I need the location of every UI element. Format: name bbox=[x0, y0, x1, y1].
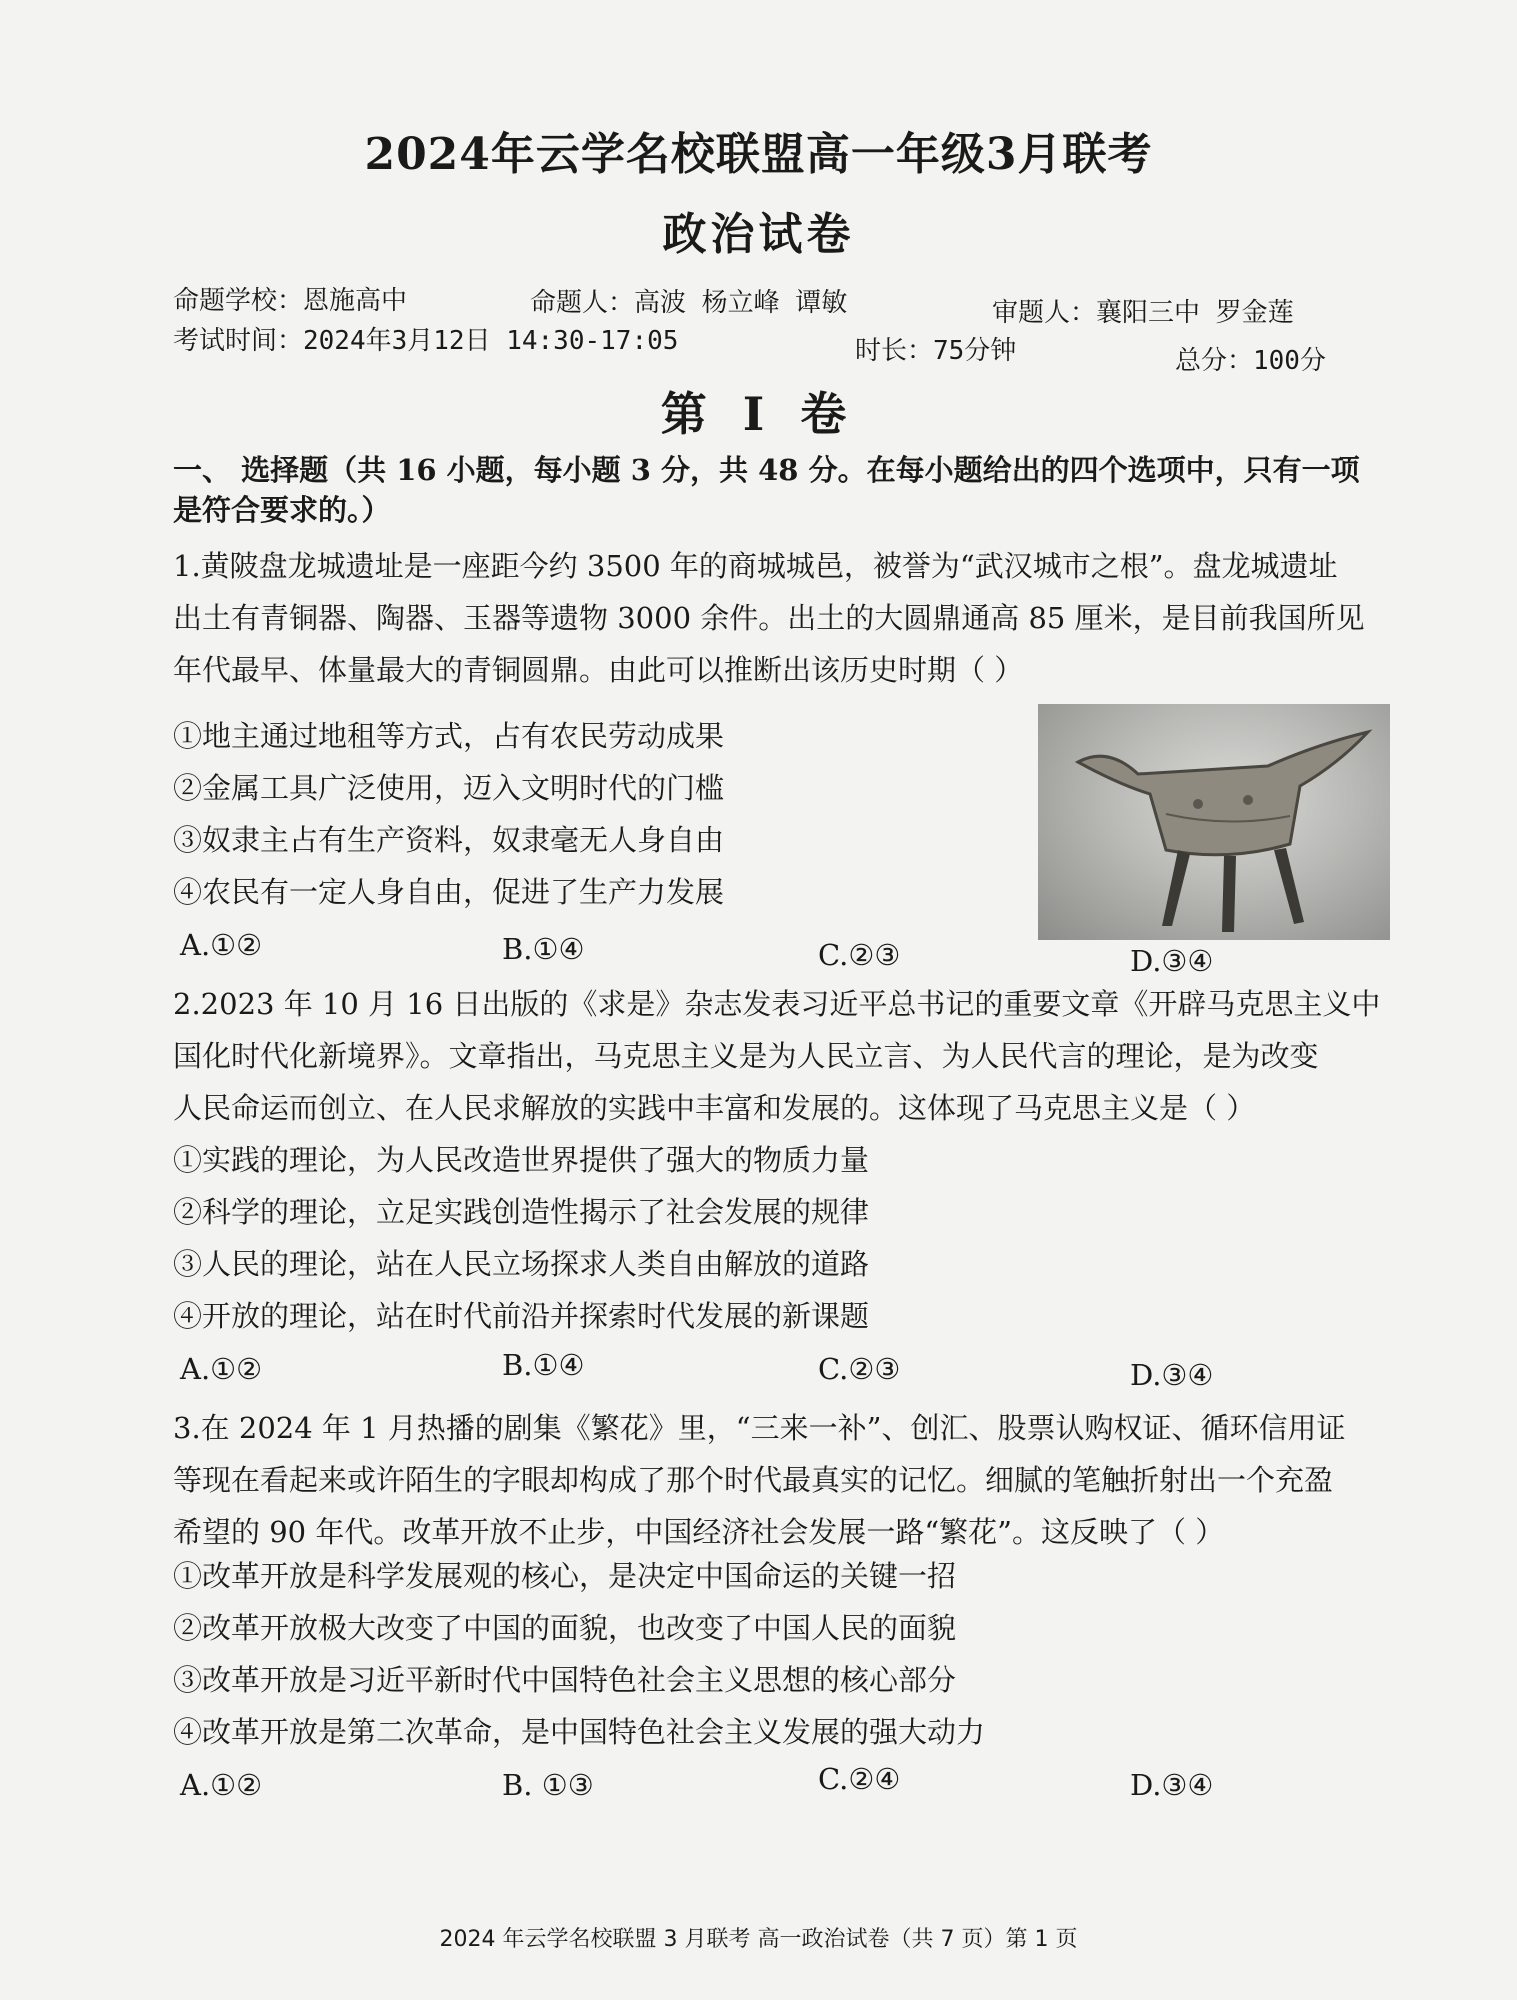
exam-subject: 政治试卷 bbox=[662, 209, 855, 260]
q3-answer-a: A.①② bbox=[180, 1768, 263, 1802]
stem-line: 等现在看起来或许陌生的字眼却构成了那个时代最真实的记忆。细腻的笔触折射出一个充盈 bbox=[173, 1463, 1334, 1497]
bronze-jue-icon bbox=[1038, 704, 1390, 940]
section-instructions bbox=[173, 450, 1403, 530]
authors-label: 命题人：高波 杨立峰 谭敏 bbox=[530, 288, 848, 318]
school-label: 命题学校：恩施高中 bbox=[173, 286, 408, 316]
q2-option-4: ④开放的理论，站在时代前沿并探索时代发展的新课题 bbox=[173, 1299, 870, 1333]
q2-answer-b: B.①④ bbox=[502, 1348, 585, 1382]
stem-line: 人民命运而创立、在人民求解放的实践中丰富和发展的。这体现了马克思主义是（ ） bbox=[173, 1091, 1256, 1125]
stem-line: 年代最早、体量最大的青铜圆鼎。由此可以推断出该历史时期（ ） bbox=[173, 653, 1024, 687]
q1-option-1: ①地主通过地租等方式，占有农民劳动成果 bbox=[173, 719, 725, 753]
bronze-vessel-image bbox=[1038, 704, 1390, 940]
question-3-stem bbox=[173, 1402, 1403, 1558]
section-line: 是符合要求的。） bbox=[173, 493, 391, 527]
q2-answer-a: A.①② bbox=[180, 1352, 263, 1386]
q1-option-4: ④农民有一定人身自由，促进了生产力发展 bbox=[173, 875, 725, 909]
question-1-stem bbox=[173, 540, 1403, 696]
stem-line: 3.在 2024 年 1 月热播的剧集《繁花》里，“三来一补”、创汇、股票认购权证、循环信用证 bbox=[173, 1411, 1346, 1445]
q3-answer-d: D.③④ bbox=[1130, 1768, 1214, 1802]
section-line: 一、 选择题（共 16 小题，每小题 3 分，共 48 分。在每小题给出的四个选项中，只有一项 bbox=[173, 453, 1360, 487]
q1-option-2: ②金属工具广泛使用，迈入文明时代的门槛 bbox=[173, 771, 725, 805]
stem-line: 1.黄陂盘龙城遗址是一座距今约 3500 年的商城城邑，被誉为“武汉城市之根”。盘龙城遗址 bbox=[173, 549, 1338, 583]
reviewer-label: 审题人：襄阳三中 罗金莲 bbox=[992, 298, 1294, 328]
q2-answer-c: C.②③ bbox=[818, 1352, 901, 1386]
q3-option-3: ③改革开放是习近平新时代中国特色社会主义思想的核心部分 bbox=[173, 1663, 957, 1697]
q2-option-3: ③人民的理论，站在人民立场探求人类自由解放的道路 bbox=[173, 1247, 870, 1281]
q1-answer-c: C.②③ bbox=[818, 938, 901, 972]
q3-option-4: ④改革开放是第二次革命，是中国特色社会主义发展的强大动力 bbox=[173, 1715, 986, 1749]
q3-answer-b: B. ①③ bbox=[502, 1768, 594, 1802]
q1-answer-a: A.①② bbox=[180, 928, 263, 962]
q1-option-3: ③奴隶主占有生产资料，奴隶毫无人身自由 bbox=[173, 823, 725, 857]
exam-title: 2024年云学名校联盟高一年级3月联考 bbox=[364, 129, 1153, 180]
total-score-label: 总分：100分 bbox=[1175, 346, 1326, 376]
q1-answer-b: B.①④ bbox=[502, 932, 585, 966]
page-footer: 2024 年云学名校联盟 3 月联考 高一政治试卷（共 7 页）第 1 页 bbox=[439, 1927, 1078, 1952]
duration-label: 时长：75分钟 bbox=[855, 336, 1017, 366]
volume-heading: 第 I 卷 bbox=[660, 387, 857, 441]
q2-answer-d: D.③④ bbox=[1130, 1358, 1214, 1392]
question-2-stem bbox=[173, 978, 1403, 1134]
stem-line: 国化时代化新境界》。文章指出，马克思主义是为人民立言、为人民代言的理论，是为改变 bbox=[173, 1039, 1319, 1073]
stem-line: 希望的 90 年代。改革开放不止步，中国经济社会发展一路“繁花”。这反映了（ ） bbox=[173, 1515, 1225, 1549]
q3-option-2: ②改革开放极大改变了中国的面貌，也改变了中国人民的面貌 bbox=[173, 1611, 957, 1645]
exam-time-label: 考试时间：2024年3月12日 14:30-17:05 bbox=[173, 326, 679, 356]
stem-line: 2.2023 年 10 月 16 日出版的《求是》杂志发表习近平总书记的重要文章《开辟马克思主义中 bbox=[173, 987, 1381, 1021]
q2-option-2: ②科学的理论，立足实践创造性揭示了社会发展的规律 bbox=[173, 1195, 870, 1229]
q3-option-1: ①改革开放是科学发展观的核心，是决定中国命运的关键一招 bbox=[173, 1559, 957, 1593]
q3-answer-c: C.②④ bbox=[818, 1762, 901, 1796]
stem-line: 出土有青铜器、陶器、玉器等遗物 3000 余件。出土的大圆鼎通高 85 厘米，是目前我国所见 bbox=[173, 601, 1365, 635]
q2-option-1: ①实践的理论，为人民改造世界提供了强大的物质力量 bbox=[173, 1143, 870, 1177]
q1-answer-d: D.③④ bbox=[1130, 944, 1214, 978]
